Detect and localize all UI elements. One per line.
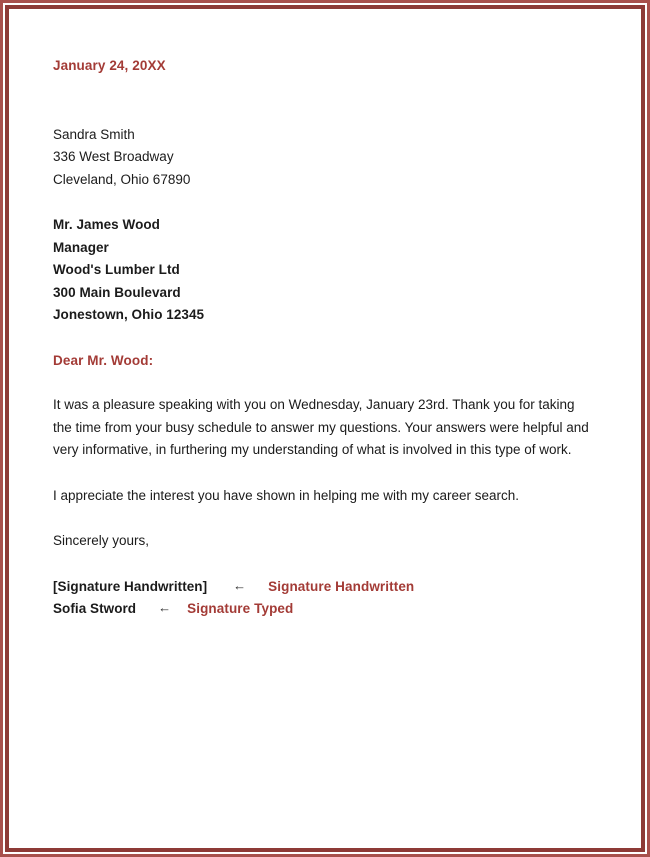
signature-handwritten-placeholder: [Signature Handwritten] (53, 578, 208, 594)
letter-date: January 24, 20XX (53, 58, 166, 73)
signature-handwritten-row (53, 576, 593, 599)
sender-address-block (53, 124, 593, 192)
recipient-address-line: Manager (53, 239, 109, 255)
spacer-after-recipient (53, 327, 593, 350)
letter-paragraph: It was a pleasure speaking with you on Wednesday, January 23rd. Thank you for taking the time from your busy schedule to answer my questions. Your answers were helpful and very informative, in furthering my understanding of what is involved in this type of work. (53, 397, 589, 457)
spacer-after-date (53, 78, 593, 124)
signature-typed-name: Sofia Stword (53, 601, 137, 616)
annotation-label-signature-handwritten: Signature Handwritten (268, 578, 415, 594)
recipient-address-line: Jonestown, Ohio 12345 (53, 307, 205, 322)
spacer-between-paragraphs (53, 462, 593, 485)
letter-paragraph: I appreciate the interest you have shown in helping me with my career search. (53, 487, 519, 503)
recipient-address-block (53, 214, 593, 327)
recipient-address-line: 300 Main Boulevard (53, 284, 181, 300)
spacer-after-salutation (53, 372, 593, 394)
spacer-after-sender (53, 191, 593, 214)
sender-address-line: Cleveland, Ohio 67890 (53, 171, 191, 187)
sender-address-line: 336 West Broadway (53, 149, 174, 164)
signature-typed-row (53, 598, 593, 621)
letter-page-border-inner (5, 5, 645, 852)
annotation-label-signature-typed: Signature Typed (187, 601, 294, 616)
sender-address-line: Sandra Smith (53, 126, 135, 142)
letter-body (53, 55, 593, 621)
letter-salutation: Dear Mr. Wood: (53, 352, 154, 368)
left-arrow-icon: ← (233, 577, 247, 593)
left-arrow-icon: ← (158, 600, 172, 615)
letter-closing: Sincerely yours, (53, 533, 150, 548)
letter-sheet (9, 9, 641, 848)
signature-block (53, 576, 593, 621)
recipient-address-line: Mr. James Wood (53, 217, 160, 232)
recipient-address-line: Wood's Lumber Ltd (53, 262, 180, 277)
spacer-before-closing (53, 507, 593, 530)
spacer-before-signature (53, 553, 593, 576)
